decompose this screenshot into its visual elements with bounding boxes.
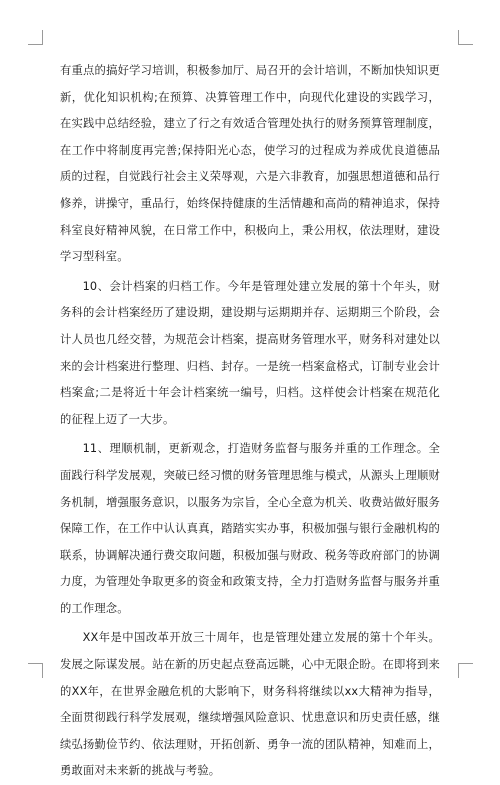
crop-mark-bottom-right bbox=[458, 663, 473, 678]
crop-mark-top-left bbox=[28, 30, 43, 45]
paragraph-archive-work: 10、会计档案的归档工作。今年是管理处建立发展的第十个年头，财务科的会计档案经历了建设期，建设期与运期期并存、运期期三个阶段，会计人员也几经交替，为规范会计档案，提高财务管理水平，财务科对建处以来的会计档案进行整理、归档、封存。一是统一档案盒格式，订制专业会计档案盒;二是将近十年会计档案统一编号，归档。这样使会计档案在规范化的征程上迈了一大步。 bbox=[60, 279, 440, 426]
paragraph-mechanism-reform: 11、理顺机制，更新观念，打造财务监督与服务并重的工作理念。全面践行科学发展观，突破已经习惯的财务管理思维与模式，从源头上理顺财务机制，增强服务意识，以服务为宗旨，全心全意为机关、收费站做好服务保障工作，在工作中认认真真，踏踏实实办事，积极加强与银行金融机构的联系，协调解决通行费交取问题，积极加强与财政、税务等政府部门的协调力度，为管理处争取更多的资金和政策支持，全力打造财务监督与服务并重的工作理念。 bbox=[60, 442, 440, 615]
paragraph-outlook: XX年是中国改革开放三十周年，也是管理处建立发展的第十个年头。发展之际谋发展。站在新的历史起点登高远眺，心中无限企盼。在即将到来的XX年，在世界金融危机的大影响下，财务科将继续以xx大精神为指导，全面贯彻践行科学发展观，继续增强风险意识、忧患意识和历史责任感，继续弘扬勤俭节约、依法理财，开拓创新、勇争一流的团队精神，知难而上，勇敢面对未来新的挑战与考验。 bbox=[60, 631, 440, 778]
crop-mark-bottom-left bbox=[28, 663, 43, 678]
paragraph-study-training: 有重点的搞好学习培训，积极参加厅、局召开的会计培训，不断加快知识更新，优化知识机构;在预算、决算管理工作中，向现代化建设的实践学习，在实践中总结经验，建立了行之有效适合管理处执行的财务预算管理制度，在工作中将制度再完善;保持阳光心态，使学习的过程成为养成优良道德品质的过程，自觉践行社会主义荣辱观，六是六非教育，加强思想道德和品行修养，讲操守，重品行，始终保持健康的生活情趣和高尚的精神追求，保持科室良好精神风貌，在日常工作中，积极向上，秉公用权，依法理财，建设学习型科室。 bbox=[60, 64, 440, 264]
document-body bbox=[60, 58, 440, 785]
crop-mark-top-right bbox=[458, 30, 473, 45]
